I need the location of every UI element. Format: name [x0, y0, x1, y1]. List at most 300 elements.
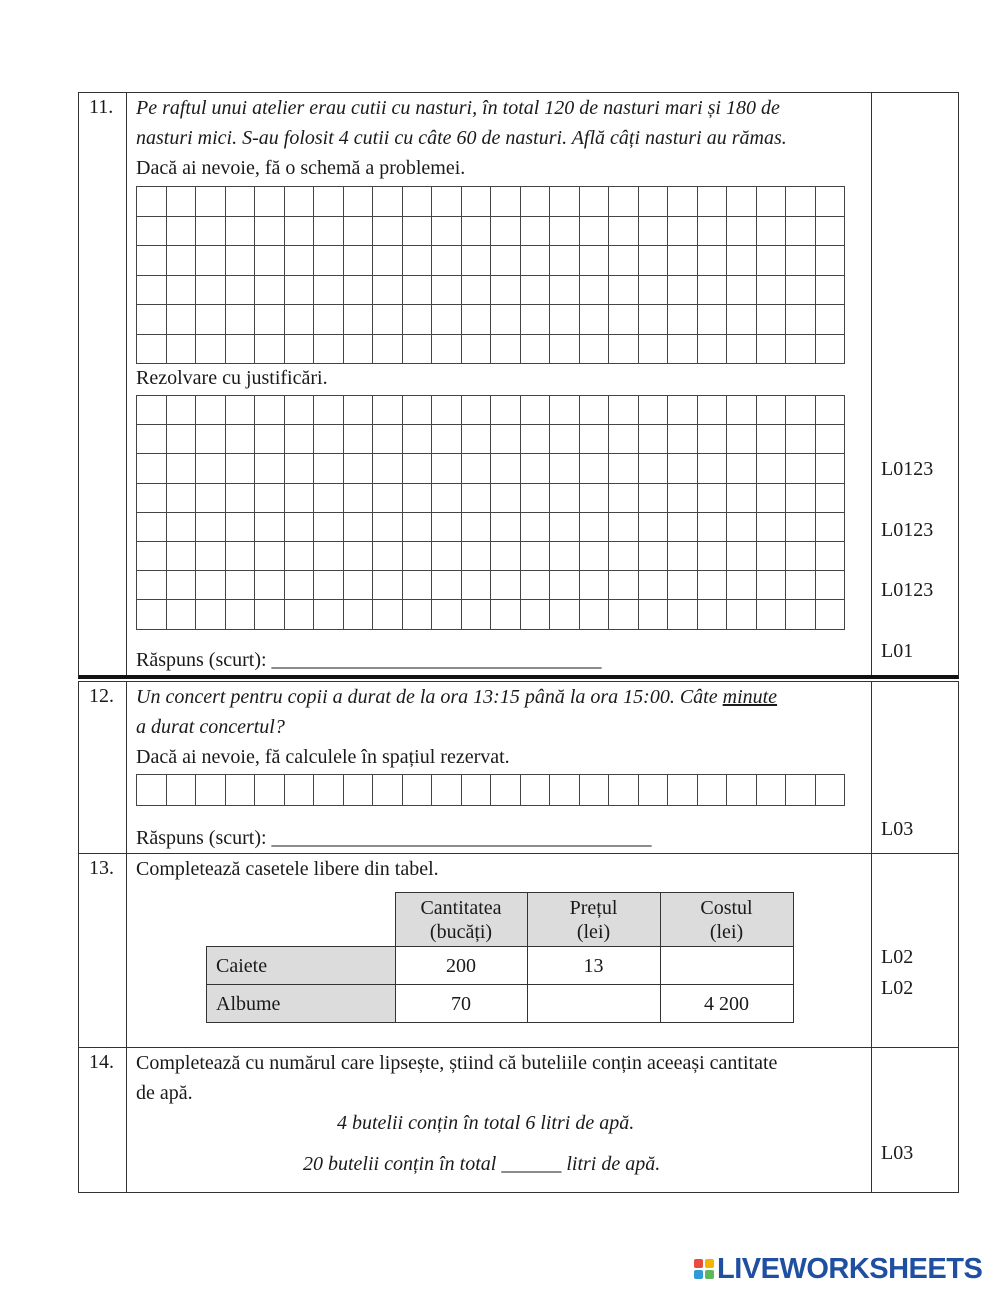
- grid-cell[interactable]: [255, 217, 285, 247]
- grid-cell[interactable]: [816, 246, 846, 276]
- grid-cell[interactable]: [462, 187, 492, 217]
- grid-cell[interactable]: [727, 513, 757, 542]
- grid-cell[interactable]: [550, 454, 580, 483]
- grid-cell[interactable]: [137, 246, 167, 276]
- grid-cell[interactable]: [137, 571, 167, 600]
- grid-cell[interactable]: [167, 571, 197, 600]
- grid-cell[interactable]: [727, 335, 757, 365]
- grid-cell[interactable]: [727, 305, 757, 335]
- grid-cell[interactable]: [491, 542, 521, 571]
- grid-cell[interactable]: [196, 396, 226, 425]
- grid-cell[interactable]: [550, 542, 580, 571]
- answer-line[interactable]: Răspuns (scurt): _________________________________: [136, 649, 602, 671]
- grid-cell[interactable]: [432, 571, 462, 600]
- grid-cell[interactable]: [167, 513, 197, 542]
- grid-cell[interactable]: [609, 425, 639, 454]
- grid-cell[interactable]: [226, 513, 256, 542]
- grid-cell[interactable]: [462, 246, 492, 276]
- grid-cell[interactable]: [167, 335, 197, 365]
- grid-cell[interactable]: [727, 775, 757, 806]
- grid-cell[interactable]: [137, 187, 167, 217]
- grid-cell[interactable]: [816, 600, 846, 629]
- grid-cell[interactable]: [432, 187, 462, 217]
- grid-cell[interactable]: [786, 484, 816, 513]
- grid-cell[interactable]: [314, 775, 344, 806]
- grid-cell[interactable]: [344, 217, 374, 247]
- grid-cell[interactable]: [344, 425, 374, 454]
- grid-cell[interactable]: [757, 217, 787, 247]
- grid-cell[interactable]: [462, 425, 492, 454]
- grid-cell[interactable]: [668, 600, 698, 629]
- grid-cell[interactable]: [639, 775, 669, 806]
- grid-cell[interactable]: [609, 305, 639, 335]
- grid-cell[interactable]: [226, 542, 256, 571]
- grid-cell[interactable]: [196, 513, 226, 542]
- grid-cell[interactable]: [727, 484, 757, 513]
- grid-cell[interactable]: [432, 217, 462, 247]
- grid-cell[interactable]: [521, 217, 551, 247]
- grid-cell[interactable]: [462, 396, 492, 425]
- grid-cell[interactable]: [580, 305, 610, 335]
- grid-cell[interactable]: [698, 305, 728, 335]
- grid-cell[interactable]: [285, 600, 315, 629]
- grid-cell[interactable]: [196, 246, 226, 276]
- grid-cell[interactable]: [314, 513, 344, 542]
- grid-cell[interactable]: [196, 425, 226, 454]
- grid-cell[interactable]: [403, 425, 433, 454]
- grid-cell[interactable]: [521, 775, 551, 806]
- grid-cell[interactable]: [491, 276, 521, 306]
- grid-cell[interactable]: [314, 217, 344, 247]
- grid-cell[interactable]: [462, 542, 492, 571]
- grid-cell[interactable]: [255, 246, 285, 276]
- grid-cell[interactable]: [344, 246, 374, 276]
- grid-cell[interactable]: [727, 600, 757, 629]
- solution-grid[interactable]: [136, 395, 845, 630]
- grid-cell[interactable]: [432, 513, 462, 542]
- grid-cell[interactable]: [786, 571, 816, 600]
- grid-cell[interactable]: [285, 396, 315, 425]
- grid-cell[interactable]: [580, 454, 610, 483]
- grid-cell[interactable]: [167, 396, 197, 425]
- grid-cell[interactable]: [432, 425, 462, 454]
- grid-cell[interactable]: [226, 775, 256, 806]
- grid-cell[interactable]: [344, 187, 374, 217]
- grid-cell[interactable]: [255, 305, 285, 335]
- grid-cell[interactable]: [668, 513, 698, 542]
- grid-cell[interactable]: [639, 513, 669, 542]
- grid-cell[interactable]: [580, 396, 610, 425]
- grid-cell[interactable]: [196, 454, 226, 483]
- grid-cell[interactable]: [580, 246, 610, 276]
- grid-cell[interactable]: [255, 425, 285, 454]
- grid-cell[interactable]: [816, 276, 846, 306]
- grid-cell[interactable]: [462, 513, 492, 542]
- grid-cell[interactable]: [816, 542, 846, 571]
- grid-cell[interactable]: [786, 187, 816, 217]
- grid-cell[interactable]: [491, 396, 521, 425]
- grid-cell[interactable]: [698, 217, 728, 247]
- grid-cell[interactable]: [550, 396, 580, 425]
- grid-cell[interactable]: [314, 335, 344, 365]
- grid-cell[interactable]: [698, 542, 728, 571]
- grid-cell[interactable]: [373, 276, 403, 306]
- grid-cell[interactable]: [285, 571, 315, 600]
- grid-cell[interactable]: [698, 600, 728, 629]
- grid-cell[interactable]: [757, 246, 787, 276]
- grid-cell[interactable]: [521, 276, 551, 306]
- grid-cell[interactable]: [491, 246, 521, 276]
- grid-cell[interactable]: [580, 335, 610, 365]
- grid-cell[interactable]: [668, 775, 698, 806]
- grid-cell[interactable]: [137, 396, 167, 425]
- grid-cell[interactable]: [167, 484, 197, 513]
- grid-cell[interactable]: [314, 484, 344, 513]
- grid-cell[interactable]: [491, 335, 521, 365]
- grid-cell[interactable]: [727, 454, 757, 483]
- grid-cell[interactable]: [432, 484, 462, 513]
- grid-cell[interactable]: [491, 600, 521, 629]
- grid-cell[interactable]: [816, 454, 846, 483]
- grid-cell[interactable]: [580, 425, 610, 454]
- grid-cell[interactable]: [491, 187, 521, 217]
- grid-cell[interactable]: [285, 542, 315, 571]
- grid-cell[interactable]: [550, 246, 580, 276]
- grid-cell[interactable]: [373, 305, 403, 335]
- grid-cell[interactable]: [137, 484, 167, 513]
- grid-cell[interactable]: [580, 600, 610, 629]
- grid-cell[interactable]: [609, 571, 639, 600]
- grid-cell[interactable]: [432, 600, 462, 629]
- grid-cell[interactable]: [491, 305, 521, 335]
- grid-cell[interactable]: [668, 396, 698, 425]
- grid-cell[interactable]: [609, 484, 639, 513]
- grid-cell[interactable]: [314, 600, 344, 629]
- grid-cell[interactable]: [462, 775, 492, 806]
- grid-cell[interactable]: [550, 484, 580, 513]
- grid-cell[interactable]: [167, 187, 197, 217]
- grid-cell[interactable]: [668, 484, 698, 513]
- grid-cell[interactable]: [255, 484, 285, 513]
- grid-cell[interactable]: [226, 187, 256, 217]
- answer-line[interactable]: Răspuns (scurt): ______________________________________: [136, 827, 652, 849]
- grid-cell[interactable]: [639, 305, 669, 335]
- grid-cell[interactable]: [698, 513, 728, 542]
- grid-cell[interactable]: [344, 396, 374, 425]
- grid-cell[interactable]: [226, 425, 256, 454]
- grid-cell[interactable]: [639, 542, 669, 571]
- grid-cell[interactable]: [373, 217, 403, 247]
- grid-cell[interactable]: [609, 775, 639, 806]
- grid-cell[interactable]: [639, 246, 669, 276]
- grid-cell[interactable]: [167, 600, 197, 629]
- grid-cell[interactable]: [314, 305, 344, 335]
- grid-cell[interactable]: [521, 396, 551, 425]
- grid-cell[interactable]: [580, 217, 610, 247]
- grid-cell[interactable]: [521, 600, 551, 629]
- grid-cell[interactable]: [403, 335, 433, 365]
- grid-cell[interactable]: [550, 276, 580, 306]
- grid-cell[interactable]: [816, 396, 846, 425]
- grid-cell[interactable]: [344, 335, 374, 365]
- grid-cell[interactable]: [639, 396, 669, 425]
- grid-cell[interactable]: [196, 775, 226, 806]
- grid-cell[interactable]: [373, 425, 403, 454]
- grid-cell[interactable]: [786, 217, 816, 247]
- grid-cell[interactable]: [373, 600, 403, 629]
- grid-cell[interactable]: [137, 454, 167, 483]
- grid-cell[interactable]: [432, 335, 462, 365]
- grid-cell[interactable]: [344, 542, 374, 571]
- grid-cell[interactable]: [727, 187, 757, 217]
- grid-cell[interactable]: [757, 425, 787, 454]
- grid-cell[interactable]: [639, 276, 669, 306]
- grid-cell[interactable]: [698, 571, 728, 600]
- grid-cell[interactable]: [403, 484, 433, 513]
- grid-cell[interactable]: [373, 775, 403, 806]
- grid-cell[interactable]: [521, 513, 551, 542]
- grid-cell[interactable]: [285, 305, 315, 335]
- grid-cell[interactable]: [550, 335, 580, 365]
- grid-cell[interactable]: [344, 775, 374, 806]
- grid-cell[interactable]: [757, 454, 787, 483]
- grid-cell[interactable]: [521, 571, 551, 600]
- grid-cell[interactable]: [196, 187, 226, 217]
- grid-cell[interactable]: [816, 217, 846, 247]
- grid-cell[interactable]: [226, 335, 256, 365]
- grid-cell[interactable]: [255, 276, 285, 306]
- grid-cell[interactable]: [344, 571, 374, 600]
- grid-cell[interactable]: [698, 335, 728, 365]
- grid-cell[interactable]: [462, 571, 492, 600]
- grid-cell[interactable]: [786, 542, 816, 571]
- grid-cell[interactable]: [344, 484, 374, 513]
- grid-cell[interactable]: [521, 335, 551, 365]
- calculation-grid[interactable]: [136, 774, 845, 806]
- grid-cell[interactable]: [226, 217, 256, 247]
- grid-cell[interactable]: [314, 425, 344, 454]
- scheme-grid[interactable]: [136, 186, 845, 364]
- grid-cell[interactable]: [403, 276, 433, 306]
- grid-cell[interactable]: [314, 396, 344, 425]
- grid-cell[interactable]: [786, 335, 816, 365]
- grid-cell[interactable]: [403, 246, 433, 276]
- grid-cell[interactable]: [550, 425, 580, 454]
- grid-cell[interactable]: [698, 187, 728, 217]
- grid-cell[interactable]: [285, 335, 315, 365]
- grid-cell[interactable]: [639, 454, 669, 483]
- grid-cell[interactable]: [285, 217, 315, 247]
- grid-cell[interactable]: [462, 454, 492, 483]
- grid-cell[interactable]: [403, 542, 433, 571]
- grid-cell[interactable]: [314, 542, 344, 571]
- grid-cell[interactable]: [462, 305, 492, 335]
- grid-cell[interactable]: [668, 246, 698, 276]
- grid-cell[interactable]: [757, 305, 787, 335]
- grid-cell[interactable]: [816, 484, 846, 513]
- grid-cell[interactable]: [255, 571, 285, 600]
- grid-cell[interactable]: [167, 305, 197, 335]
- grid-cell[interactable]: [137, 542, 167, 571]
- grid-cell[interactable]: [226, 600, 256, 629]
- grid-cell[interactable]: [403, 775, 433, 806]
- grid-cell[interactable]: [550, 571, 580, 600]
- grid-cell[interactable]: [816, 513, 846, 542]
- grid-cell[interactable]: [196, 484, 226, 513]
- grid-cell[interactable]: [757, 600, 787, 629]
- grid-cell[interactable]: [550, 775, 580, 806]
- grid-cell[interactable]: [550, 305, 580, 335]
- grid-cell[interactable]: [255, 335, 285, 365]
- grid-cell[interactable]: [373, 454, 403, 483]
- grid-cell[interactable]: [167, 454, 197, 483]
- grid-cell[interactable]: [432, 396, 462, 425]
- grid-cell[interactable]: [580, 484, 610, 513]
- grid-cell[interactable]: [167, 276, 197, 306]
- grid-cell[interactable]: [668, 425, 698, 454]
- grid-cell[interactable]: [196, 335, 226, 365]
- grid-cell[interactable]: [432, 454, 462, 483]
- grid-cell[interactable]: [609, 187, 639, 217]
- grid-cell[interactable]: [580, 775, 610, 806]
- grid-cell[interactable]: [521, 425, 551, 454]
- grid-cell[interactable]: [432, 276, 462, 306]
- grid-cell[interactable]: [727, 276, 757, 306]
- grid-cell[interactable]: [373, 484, 403, 513]
- grid-cell[interactable]: [403, 571, 433, 600]
- grid-cell[interactable]: [255, 513, 285, 542]
- grid-cell[interactable]: [196, 276, 226, 306]
- grid-cell[interactable]: [167, 542, 197, 571]
- grid-cell[interactable]: [727, 425, 757, 454]
- grid-cell[interactable]: [285, 246, 315, 276]
- grid-cell[interactable]: [609, 454, 639, 483]
- grid-cell[interactable]: [255, 542, 285, 571]
- grid-cell[interactable]: [196, 217, 226, 247]
- grid-cell[interactable]: [816, 187, 846, 217]
- grid-cell[interactable]: [521, 305, 551, 335]
- grid-cell[interactable]: [727, 542, 757, 571]
- grid-cell[interactable]: [491, 775, 521, 806]
- grid-cell[interactable]: [816, 305, 846, 335]
- grid-cell[interactable]: [226, 305, 256, 335]
- grid-cell[interactable]: [491, 571, 521, 600]
- grid-cell[interactable]: [167, 217, 197, 247]
- grid-cell[interactable]: [668, 454, 698, 483]
- grid-cell[interactable]: [314, 571, 344, 600]
- grid-cell[interactable]: [580, 187, 610, 217]
- grid-cell[interactable]: [786, 276, 816, 306]
- grid-cell[interactable]: [668, 335, 698, 365]
- grid-cell[interactable]: [609, 600, 639, 629]
- grid-cell[interactable]: [373, 513, 403, 542]
- grid-cell[interactable]: [491, 454, 521, 483]
- grid-cell[interactable]: [226, 571, 256, 600]
- grid-cell[interactable]: [757, 542, 787, 571]
- grid-cell[interactable]: [757, 335, 787, 365]
- grid-cell[interactable]: [403, 396, 433, 425]
- grid-cell[interactable]: [698, 396, 728, 425]
- grid-cell[interactable]: [521, 454, 551, 483]
- grid-cell[interactable]: [285, 513, 315, 542]
- grid-cell[interactable]: [373, 246, 403, 276]
- grid-cell[interactable]: [285, 276, 315, 306]
- grid-cell[interactable]: [609, 217, 639, 247]
- grid-cell[interactable]: [255, 775, 285, 806]
- grid-cell[interactable]: [816, 571, 846, 600]
- grid-cell[interactable]: [167, 425, 197, 454]
- grid-cell[interactable]: [344, 454, 374, 483]
- grid-cell[interactable]: [786, 513, 816, 542]
- grid-cell[interactable]: [167, 246, 197, 276]
- grid-cell[interactable]: [432, 246, 462, 276]
- grid-cell[interactable]: [137, 217, 167, 247]
- grid-cell[interactable]: [462, 484, 492, 513]
- grid-cell[interactable]: [344, 305, 374, 335]
- grid-cell[interactable]: [314, 246, 344, 276]
- grid-cell[interactable]: [668, 542, 698, 571]
- grid-cell[interactable]: [285, 775, 315, 806]
- grid-cell[interactable]: [757, 187, 787, 217]
- grid-cell[interactable]: [432, 775, 462, 806]
- cost-input-cell[interactable]: [660, 947, 793, 985]
- grid-cell[interactable]: [255, 187, 285, 217]
- grid-cell[interactable]: [137, 600, 167, 629]
- grid-cell[interactable]: [196, 305, 226, 335]
- grid-cell[interactable]: [550, 513, 580, 542]
- grid-cell[interactable]: [314, 187, 344, 217]
- grid-cell[interactable]: [255, 454, 285, 483]
- grid-cell[interactable]: [786, 600, 816, 629]
- grid-cell[interactable]: [344, 600, 374, 629]
- grid-cell[interactable]: [491, 217, 521, 247]
- grid-cell[interactable]: [757, 396, 787, 425]
- grid-cell[interactable]: [403, 217, 433, 247]
- grid-cell[interactable]: [698, 454, 728, 483]
- grid-cell[interactable]: [255, 600, 285, 629]
- grid-cell[interactable]: [226, 454, 256, 483]
- grid-cell[interactable]: [491, 425, 521, 454]
- grid-cell[interactable]: [285, 425, 315, 454]
- grid-cell[interactable]: [609, 276, 639, 306]
- grid-cell[interactable]: [757, 513, 787, 542]
- grid-cell[interactable]: [609, 396, 639, 425]
- grid-cell[interactable]: [698, 775, 728, 806]
- grid-cell[interactable]: [491, 484, 521, 513]
- grid-cell[interactable]: [373, 335, 403, 365]
- grid-cell[interactable]: [786, 246, 816, 276]
- grid-cell[interactable]: [757, 484, 787, 513]
- grid-cell[interactable]: [698, 276, 728, 306]
- grid-cell[interactable]: [668, 187, 698, 217]
- grid-cell[interactable]: [698, 425, 728, 454]
- grid-cell[interactable]: [609, 513, 639, 542]
- grid-cell[interactable]: [580, 571, 610, 600]
- grid-cell[interactable]: [462, 335, 492, 365]
- grid-cell[interactable]: [137, 335, 167, 365]
- grid-cell[interactable]: [403, 305, 433, 335]
- grid-cell[interactable]: [639, 600, 669, 629]
- price-input-cell[interactable]: [527, 985, 660, 1023]
- grid-cell[interactable]: [757, 276, 787, 306]
- grid-cell[interactable]: [314, 454, 344, 483]
- grid-cell[interactable]: [609, 335, 639, 365]
- grid-cell[interactable]: [314, 276, 344, 306]
- grid-cell[interactable]: [698, 246, 728, 276]
- grid-cell[interactable]: [639, 187, 669, 217]
- grid-cell[interactable]: [403, 454, 433, 483]
- grid-cell[interactable]: [137, 425, 167, 454]
